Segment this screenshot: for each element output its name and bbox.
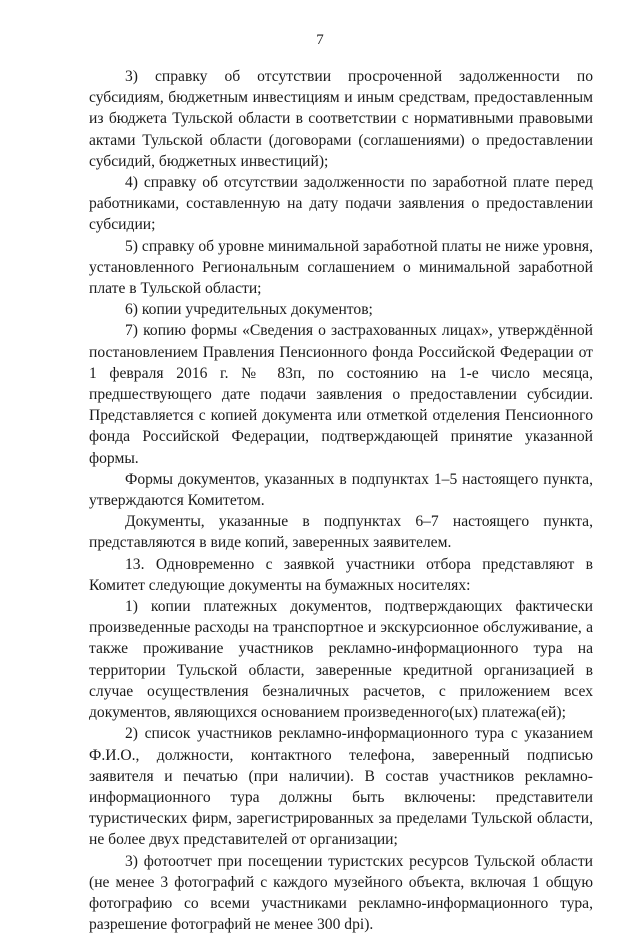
paragraph-sub-2-participants-list: 2) список участников рекламно-информационного тура с указанием Ф.И.О., должности, контактного телефона, заверенный подписью заявителя и печатью (при наличии). В состав участников рекламно-информационного тура должны быть включены: представители туристических фирм, зарегистрированных за пределами Тульской области, не более двух представителей от организации; [89, 725, 593, 849]
paragraph-sub-3-photo-report: 3) фотоотчет при посещении туристских ресурсов Тульской области (не менее 3 фотографий с каждого музейного объекта, включая 1 общую фотографию со всеми участниками рекламно-информационного тура, разрешение фотографий не менее 300 dpi). [89, 852, 593, 934]
paragraph-item-6-founding-documents: 6) копии учредительных документов; [125, 301, 373, 319]
paragraph-section-13: 13. Одновременно с заявкой участники отбора представляют в Комитет следующие документы на бумажных носителях: [89, 555, 593, 594]
paragraph-item-3-certificate-no-debt: 3) справку об отсутствии просроченной задолженности по субсидиям, бюджетным инвестициям и иным средствам, предоставленным из бюджета Тульской области в соответствии с нормативными правовыми актами Тульской области (договорами (соглашениями) о предоставлении субсидий, бюджетных инвестиций); [89, 68, 593, 170]
paragraph-copies-certified: Документы, указанные в подпунктах 6–7 настоящего пункта, представляются в виде копий, заверенных заявителем. [89, 513, 593, 552]
paragraph-item-4-certificate-wages: 4) справку об отсутствии задолженности по заработной плате перед работниками, составленную на дату подачи заявления о предоставлении субсидии; [89, 174, 593, 234]
document-body [89, 66, 593, 935]
paragraph-item-5-certificate-min-wage: 5) справку об уровне минимальной заработной платы не ниже уровня, установленного Региональным соглашением о минимальной заработной плате в Тульской области; [89, 237, 593, 298]
paragraph-forms-approved: Формы документов, указанных в подпунктах 1–5 настоящего пункта, утверждаются Комитетом. [89, 470, 593, 510]
paragraph-item-7-insured-persons-form: 7) копию формы «Сведения о застрахованных лицах», утверждённой постановлением Правления Пенсионного фонда Российской Федерации от 1 февраля 2016 г. № 83п, по состоянию на 1-е число месяца, предшествующего дате подачи заявления о предоставлении субсидии. Представляется с копией документа или отметкой отделения Пенсионного фонда Российской Федерации, подтверждающей принятие указанной формы. [89, 322, 593, 467]
paragraph-sub-1-payment-copies: 1) копии платежных документов, подтверждающих фактически произведенные расходы на транспортное и экскурсионное обслуживание, а также проживание участников рекламно-информационного тура на территории Тульской области, заверенные кредитной организацией в случае осуществления безналичных расчетов, с приложением всех документов, являющихся основанием произведенного(ых) платежа(ей); [89, 598, 593, 722]
page-number: 7 [316, 32, 324, 48]
